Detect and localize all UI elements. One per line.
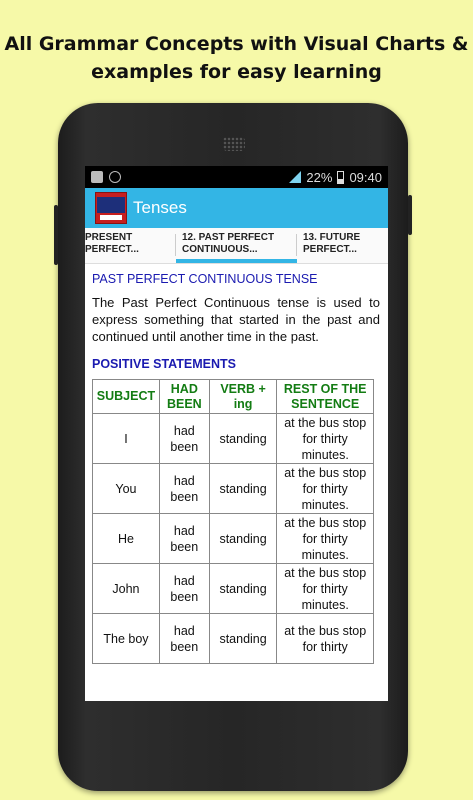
- volume-button: [54, 205, 58, 265]
- table-cell: standing: [209, 414, 277, 464]
- table-cell: You: [93, 464, 160, 514]
- promo-headline-line1: All Grammar Concepts with Visual Charts &: [4, 33, 469, 55]
- tab-label-line1: 12. PAST PERFECT: [182, 232, 275, 243]
- table-cell: had been: [159, 614, 209, 664]
- table-cell: John: [93, 564, 160, 614]
- table-row: [93, 464, 374, 514]
- lesson-heading: PAST PERFECT CONTINUOUS TENSE: [92, 272, 318, 286]
- action-bar: [85, 188, 388, 228]
- tab-strip: [85, 228, 388, 264]
- table-cell: standing: [209, 464, 277, 514]
- table-cell: had been: [159, 514, 209, 564]
- table-row: [93, 564, 374, 614]
- table-cell: at the bus stop for thirty minutes.: [277, 464, 374, 514]
- signal-icon: [289, 171, 301, 183]
- whatsapp-icon: [109, 171, 121, 183]
- table-cell: at the bus stop for thirty minutes.: [277, 564, 374, 614]
- table-row: [93, 614, 374, 664]
- table-cell: He: [93, 514, 160, 564]
- column-header: HAD BEEN: [159, 380, 209, 414]
- tab-past-perfect-continuous[interactable]: [176, 228, 297, 263]
- power-button: [408, 195, 412, 235]
- battery-icon: [337, 171, 344, 184]
- table-cell: standing: [209, 514, 277, 564]
- column-header: VERB + ing: [209, 380, 277, 414]
- page-title: Tenses: [133, 198, 187, 217]
- table-cell: had been: [159, 564, 209, 614]
- tab-label-line2: PERFECT...: [303, 244, 357, 255]
- notification-app-icon: [91, 171, 103, 183]
- promo-headline-line2: examples for easy learning: [91, 61, 382, 83]
- clock: 09:40: [349, 169, 382, 185]
- column-header: REST OF THE SENTENCE: [277, 380, 374, 414]
- speaker-grille: [223, 137, 245, 151]
- table-row: [93, 514, 374, 564]
- table-header-row: [93, 380, 374, 414]
- table-cell: had been: [159, 464, 209, 514]
- app-logo-icon[interactable]: [95, 192, 127, 224]
- promo-headline: [0, 30, 473, 86]
- column-header: SUBJECT: [93, 380, 160, 414]
- tab-present-perfect[interactable]: [85, 228, 176, 263]
- battery-percent: 22%: [306, 169, 333, 185]
- lesson-content[interactable]: [85, 264, 388, 664]
- table-cell: at the bus stop for thirty minutes.: [277, 414, 374, 464]
- tab-label-line2: PERFECT...: [85, 244, 139, 255]
- table-cell: at the bus stop for thirty minutes.: [277, 514, 374, 564]
- table-cell: I: [93, 414, 160, 464]
- tab-future-perfect[interactable]: [297, 228, 388, 263]
- table-row: [93, 414, 374, 464]
- phone-screen: [85, 166, 388, 701]
- tab-label-line2: CONTINUOUS...: [182, 244, 258, 255]
- tab-label-line1: 13. FUTURE: [303, 232, 361, 243]
- section-heading: POSITIVE STATEMENTS: [92, 357, 236, 371]
- tab-label-line1: PRESENT: [85, 232, 133, 243]
- tense-table: [92, 379, 374, 664]
- lesson-description: The Past Perfect Continuous tense is used to express something that started in the past and continued until another time in the past.: [92, 295, 380, 344]
- table-cell: at the bus stop for thirty: [277, 614, 374, 664]
- status-bar: [85, 166, 388, 188]
- table-cell: standing: [209, 614, 277, 664]
- table-cell: standing: [209, 564, 277, 614]
- table-cell: The boy: [93, 614, 160, 664]
- table-cell: had been: [159, 414, 209, 464]
